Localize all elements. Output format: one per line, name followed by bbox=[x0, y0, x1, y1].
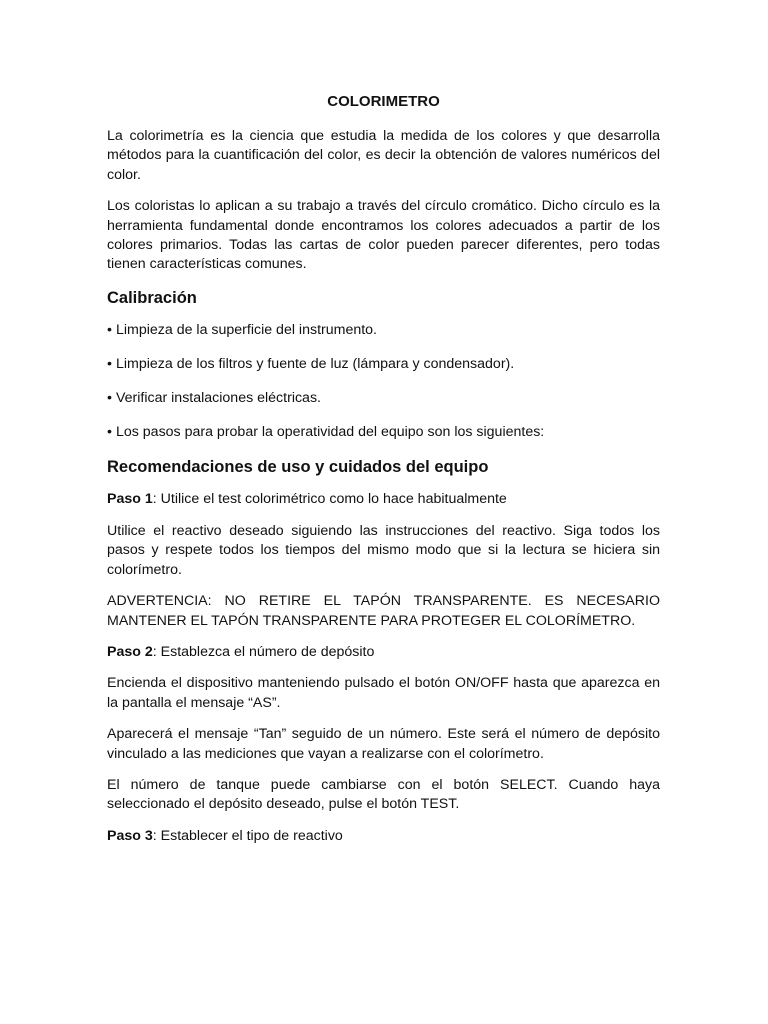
step-2-label: Paso 2 bbox=[107, 643, 153, 660]
bullet-icon: • bbox=[107, 423, 112, 440]
step-2-paragraph-2: Aparecerá el mensaje “Tan” seguido de un número. Este será el número de depósito vinculado a las mediciones que vayan a realizarse con el colorímetro. bbox=[107, 726, 660, 762]
intro-paragraph-2: Los coloristas lo aplican a su trabajo a través del círculo cromático. Dicho círculo es la herramienta fundamental donde encontramos los colores adecuados a partir de los colores primarios. Todas las cartas de color pueden parecer diferentes, pero todas tienen características comunes. bbox=[107, 198, 660, 273]
calibration-item-text: Verificar instalaciones eléctricas. bbox=[115, 389, 321, 406]
calibration-item bbox=[107, 389, 660, 408]
step-1-text: : Utilice el test colorimétrico como lo hace habitualmente bbox=[152, 491, 507, 508]
calibration-item bbox=[107, 423, 660, 442]
intro-paragraph-1: La colorimetría es la ciencia que estudia la medida de los colores y que desarrolla métodos para la cuantificación del color, es decir la obtención de valores numéricos del color. bbox=[107, 128, 660, 183]
calibration-item bbox=[107, 321, 660, 340]
step-2-text: : Establezca el número de depósito bbox=[152, 643, 375, 660]
warning-paragraph: ADVERTENCIA: NO RETIRE EL TAPÓN TRANSPARENTE. ES NECESARIO MANTENER EL TAPÓN TRANSPARENTE PARA PROTEGER EL COLORÍMETRO. bbox=[107, 593, 660, 629]
step-2-paragraph-1: Encienda el dispositivo manteniendo pulsado el botón ON/OFF hasta que aparezca en la pantalla el mensaje “AS”. bbox=[107, 675, 660, 711]
step-2 bbox=[107, 643, 660, 662]
step-1 bbox=[107, 490, 660, 509]
step-3 bbox=[107, 827, 660, 846]
step-1-label: Paso 1 bbox=[107, 491, 153, 508]
bullet-icon: • bbox=[107, 355, 112, 372]
document-body bbox=[107, 92, 660, 858]
step-1-paragraph: Utilice el reactivo deseado siguiendo las instrucciones del reactivo. Siga todos los pasos y respete todos los tiempos del mismo modo que si la lectura se hiciera sin colorímetro. bbox=[107, 522, 660, 578]
calibration-item-text: Limpieza de la superficie del instrumento. bbox=[115, 321, 377, 338]
recommendations-heading: Recomendaciones de uso y cuidados del equipo bbox=[107, 458, 489, 477]
calibration-item-text: Los pasos para probar la operatividad del equipo son los siguientes: bbox=[115, 423, 545, 440]
step-3-label: Paso 3 bbox=[107, 827, 153, 844]
step-3-text: : Establecer el tipo de reactivo bbox=[152, 827, 343, 844]
calibration-heading: Calibración bbox=[107, 288, 197, 307]
document-title: COLORIMETRO bbox=[327, 93, 440, 110]
bullet-icon: • bbox=[107, 321, 112, 338]
calibration-item bbox=[107, 355, 660, 374]
bullet-icon: • bbox=[107, 389, 112, 406]
step-2-paragraph-3: El número de tanque puede cambiarse con el botón SELECT. Cuando haya seleccionado el depósito deseado, pulse el botón TEST. bbox=[107, 776, 660, 813]
calibration-item-text: Limpieza de los filtros y fuente de luz (lámpara y condensador). bbox=[115, 355, 515, 372]
